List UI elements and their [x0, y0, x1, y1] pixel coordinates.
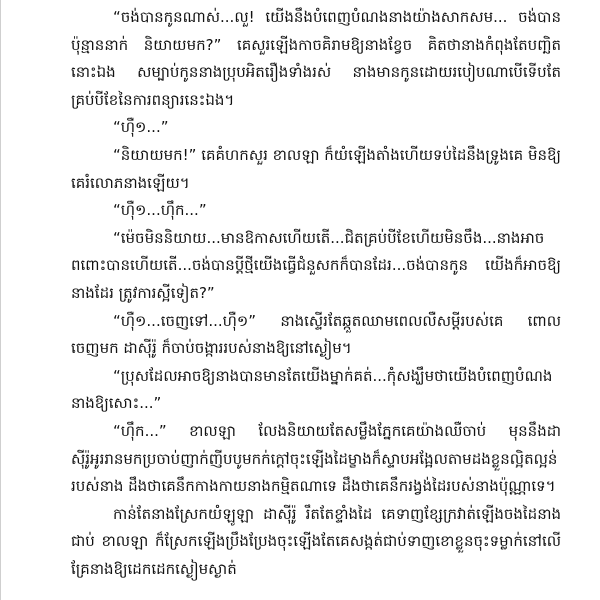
paragraph: “និយាយមក!” គេគំហកសួរ ខាលឡា ក៏យំឡើងតាំងហើយទប់ដៃនឹងទ្រូងគេ មិនឱ្យគេរំលោភនាងឡើយ។	[71, 145, 562, 192]
paragraph: “ចង់បានកូនណាស់...លួ! យើងនឹងបំពេញបំណងនាងយ៉ាងសាកសម... ចង់បានប៉ុន្មាននាក់ និយាយមក?” គេសួរឡើងកាចគិរាមឱ្យនាងខ្វែច គិតថានាងកំពុងតែបញ្ឆិតនោះឯង សម្បាប់កូននាងប្រុបអិតរឿងទាំងរស់ នាងមានកូនដោយរបៀបណាបើទើបតែគ្រប់បីខែនៃការពន្យារនេះឯង។	[71, 8, 561, 109]
paragraph: “ហ៊ឺ១...ចេញទៅ...ហ៊ឺ១” នាងស្ទើរតែឆ្កួតឈាមពេលលឺសម្ដីរបស់គេ ពោលចេញមក ដាស៊ីរ៉ូ ក៏ចាប់ចង្ការរបស់នាងឱ្យនៅស្ងៀម។	[71, 311, 561, 358]
paragraph: កាន់តែនាងស្រែកយំឡូឡា ដាស៊ីរ៉ូ រឹតតែខ្ទាំងដៃ គេទាញខ្សែក្រវាត់ឡើងចងដៃនាងជាប់ ខាលឡា ក៏ស្រែកឡើងប្រឹងប្រែងចុះឡើងតែគេសង្កត់ជាប់ទាញខោខ្លួនចុះទម្លាក់នៅលើគ្រែនាងឱ្យដេកដេកស្ងៀមស្ងាត់	[71, 504, 561, 578]
body-text	[71, 4, 561, 583]
paragraph: “ម៉េចមិននិយាយ...មានឱកាសហើយតើ...ជិតគ្រប់បីខែហើយមិនចឹង...នាងអាចពពោះបានហើយតើ...ចង់បានប្ដីថ្មីយើងធ្វើជំនួសកក៏បានដែរ...ចង់បានកូន យើងក៏អាចឱ្យនាងដែរ ត្រូវការស្អីទៀត?”	[71, 228, 561, 302]
paragraph: “ហ៊ឺ១...ហ៊ឹក...”	[113, 201, 207, 220]
paragraph: “ហ៊ឺ១...”	[113, 118, 169, 137]
paragraph: “ប្រុសដែលអាចឱ្យនាងបានមានតែយើងម្នាក់គត់...កុំសង្ឃឹមថាយើងបំពេញបំណងនាងឱ្យសោះ...”	[71, 366, 553, 413]
paragraph: “ហ៊ឹក...” ខាលឡា លែងនិយាយតែសម្លឹងភ្នែកគេយ៉ាងឈឺចាប់ មុននឹងដាស៊ីរ៉ូអូររានមកប្រចាប់ញាក់ញីបបូមកក់ក្ដៅចុះឡើងដៃម្ខាងក៏ស្ទាបអង្អែលតាមដងខ្លួនល្អិតល្អន់របស់នាង ដឹងថាគេនឹកកាងកាយនាងកម្មិតណាទេ ដឹងថាគេនឹករង្វង់ដៃរបស់នាងប៉ុណ្ណាទេ។	[71, 421, 561, 496]
